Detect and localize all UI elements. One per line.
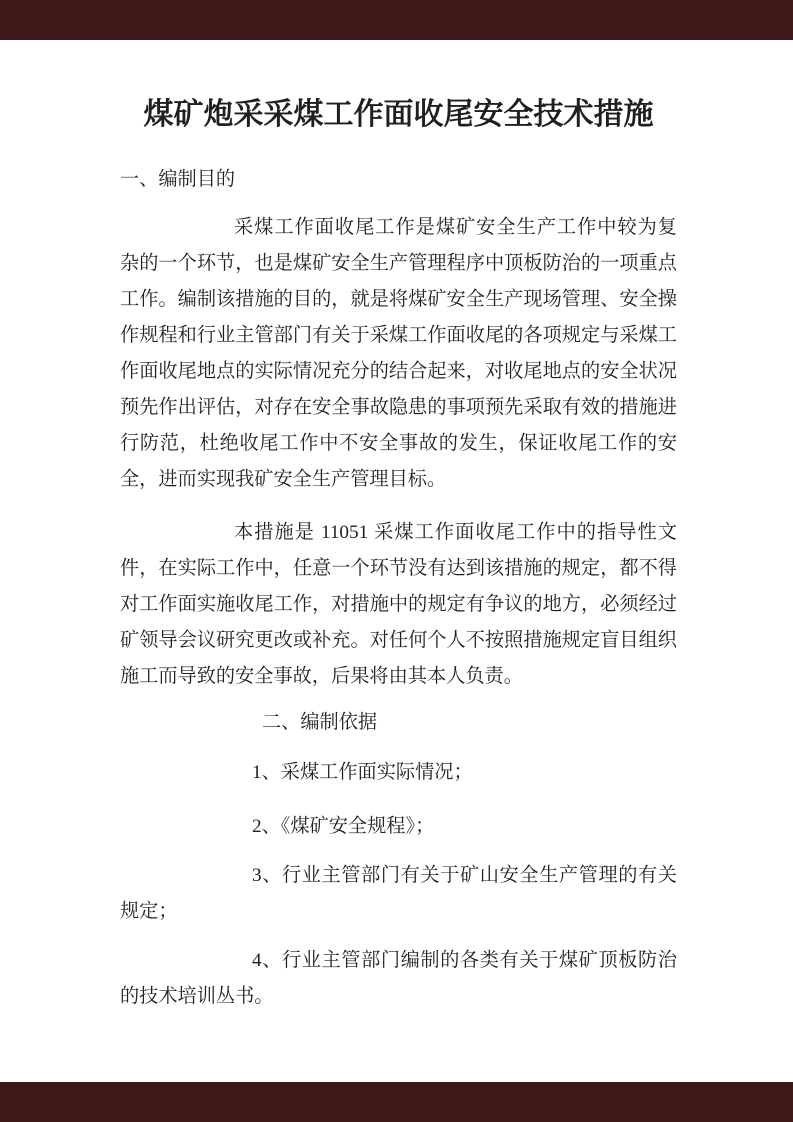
- list-item-3: [120, 858, 677, 930]
- list-item-1: [120, 755, 677, 791]
- text-line: 工作。编制该措施的目的，就是将煤矿安全生产现场管理、安全操: [120, 289, 677, 310]
- text-line: 1、采煤工作面实际情况；: [252, 762, 473, 783]
- text-line: 3、行业主管部门有关于矿山安全生产管理的有关: [252, 865, 677, 886]
- paragraph-purpose-1: [120, 210, 677, 498]
- paragraph-purpose-2: [120, 515, 677, 695]
- text-line: 预先作出评估，对存在安全事故隐患的事项预先采取有效的措施进: [120, 397, 677, 418]
- document-body: [120, 162, 677, 1015]
- list-item-2: [120, 809, 677, 845]
- text-line: 的技术培训丛书。: [120, 986, 274, 1007]
- text-line: 二、编制依据: [262, 712, 378, 733]
- text-line: 本措施是 11051 采煤工作面收尾工作中的指导性文: [234, 522, 677, 543]
- text-line: 对工作面实施收尾工作，对措施中的规定有争议的地方，必须经过: [120, 594, 677, 615]
- text-line: 规定；: [120, 901, 178, 922]
- text-line: 件，在实际工作中，任意一个环节没有达到该措施的规定，都不得: [120, 558, 677, 579]
- text-line: 作规程和行业主管部门有关于采煤工作面收尾的各项规定与采煤工: [120, 325, 677, 346]
- text-line: 行防范，杜绝收尾工作中不安全事故的发生，保证收尾工作的安: [120, 433, 677, 454]
- bottom-letterbox-bar: [0, 1082, 793, 1122]
- section-heading-1: [120, 162, 677, 198]
- document-title: 煤矿炮采采煤工作面收尾安全技术措施: [143, 98, 654, 131]
- text-line: 施工而导致的安全事故，后果将由其本人负责。: [120, 666, 523, 687]
- list-item-4: [120, 943, 677, 1015]
- text-line: 2、《煤矿安全规程》；: [252, 816, 435, 837]
- document-content: [120, 40, 677, 1015]
- section-heading-2: [120, 705, 677, 741]
- text-line: 4、行业主管部门编制的各类有关于煤矿顶板防治: [252, 950, 677, 971]
- text-line: 一、编制目的: [120, 169, 236, 190]
- text-line: 杂的一个环节，也是煤矿安全生产管理程序中顶板防治的一项重点: [120, 253, 677, 274]
- text-line: 矿领导会议研究更改或补充。对任何个人不按照措施规定盲目组织: [120, 630, 677, 651]
- text-line: 采煤工作面收尾工作是煤矿安全生产工作中较为复: [234, 217, 677, 238]
- text-line: 全，进而实现我矿安全生产管理目标。: [120, 469, 447, 490]
- text-line: 作面收尾地点的实际情况充分的结合起来，对收尾地点的安全状况: [120, 361, 677, 382]
- top-letterbox-bar: [0, 0, 793, 40]
